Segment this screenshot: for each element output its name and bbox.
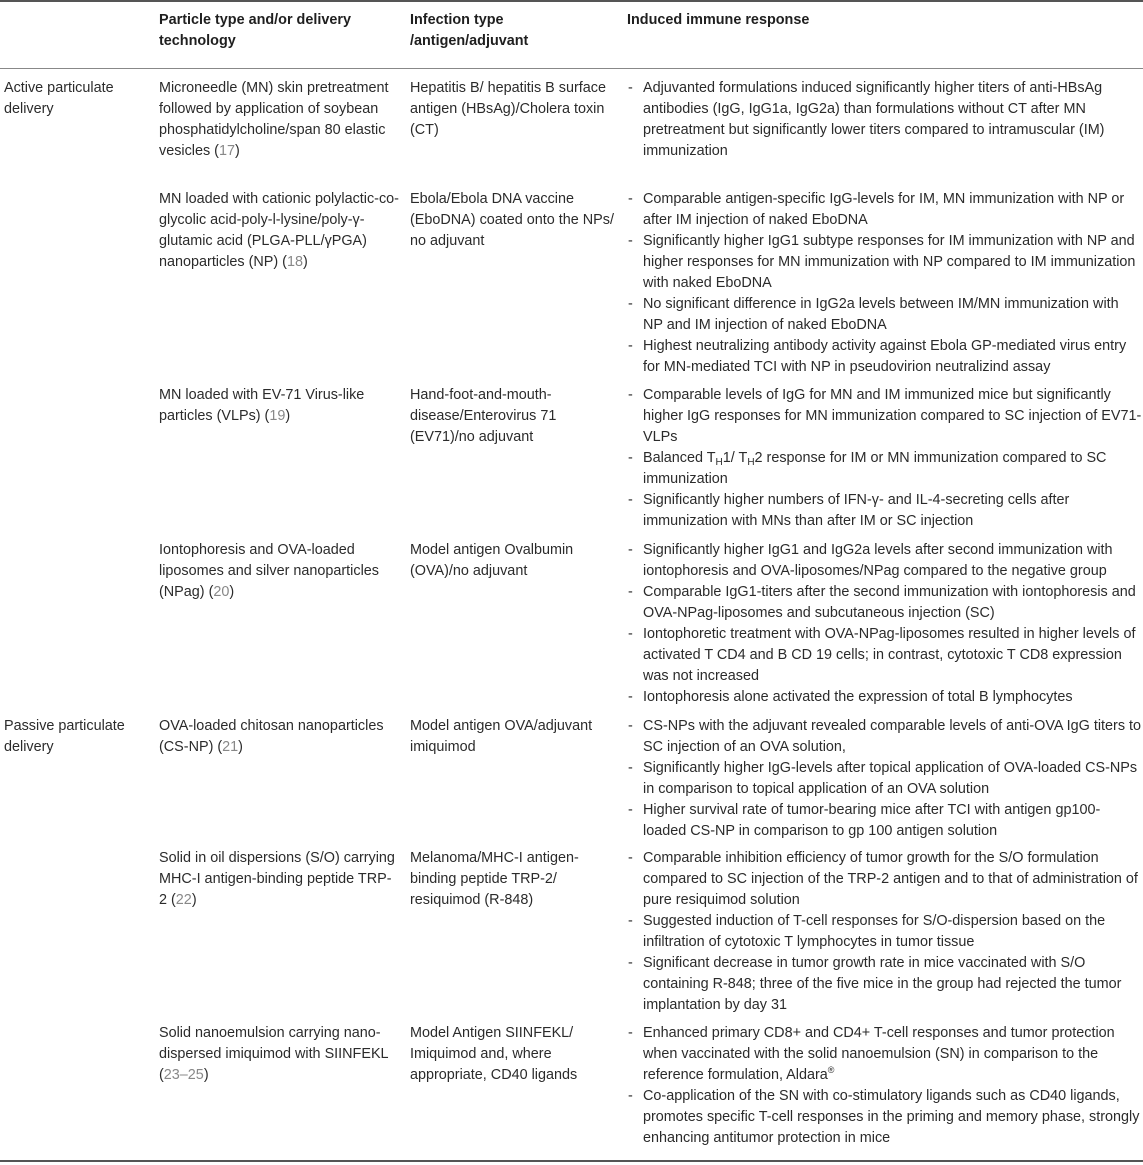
citation-link[interactable]: 23–25 — [163, 1067, 204, 1083]
table-top-rule — [0, 0, 1143, 2]
response-cell — [627, 540, 1142, 708]
particle-cell: Iontophoresis and OVA-loaded liposomes and silver nanoparticles (NPag) (20) — [159, 542, 379, 600]
infection-cell: Model Antigen SIINFEKL/ Imiquimod and, where appropriate, CD40 ligands — [410, 1025, 578, 1083]
response-cell — [627, 385, 1142, 532]
header-particle-type: Particle type and/or delivery technology — [159, 12, 351, 49]
header-rule — [0, 68, 1143, 69]
response-item: - Significantly higher numbers of IFN-γ- and IL-4-secreting cells after immunization with MNs than after IM or SC injection — [627, 490, 1142, 532]
infection-cell: Hepatitis B/ hepatitis B surface antigen (HBsAg)/Cholera toxin (CT) — [410, 80, 606, 138]
response-item-th-balance: - Balanced $T_H1/$ $T_H2$ response for IM or MN immunization compared to SC immunization — [627, 448, 1142, 490]
response-item: - Higher survival rate of tumor-bearing mice after TCI with antigen gp100-loaded CS-NP in comparison to gp 100 antigen solution — [627, 800, 1142, 842]
citation-link[interactable]: 18 — [286, 254, 303, 270]
citation-link[interactable]: 22 — [175, 892, 192, 908]
response-item: - Significant decrease in tumor growth rate in mice vaccinated with S/O containing R-848; three of the five mice in the group had rejected the tumor implantation by day 31 — [627, 953, 1142, 1016]
response-item: - Iontophoretic treatment with OVA-NPag-liposomes resulted in higher levels of activated T CD4 and B CD 19 cells; in contrast, cytotoxic T CD8 expression was not increased — [627, 624, 1142, 687]
header-infection-type: Infection type /antigen/adjuvant — [410, 12, 529, 49]
response-item: - Co-application of the SN with co-stimulatory ligands such as CD40 ligands, promotes specific T-cell responses in the priming and memory phase, strongly enhancing antitumor protection in mice — [627, 1086, 1142, 1149]
response-item: - Enhanced primary CD8+ and CD4+ T-cell responses and tumor protection when vaccinated with the solid nanoemulsion (SN) in comparison to the reference formulation, Aldara® — [627, 1023, 1142, 1086]
response-item: - Significantly higher IgG1 and IgG2a levels after second immunization with iontophoresis and OVA-liposomes/NPag compared to the negative group — [627, 540, 1142, 582]
particle-cell: MN loaded with EV-71 Virus-like particles (VLPs) (19) — [159, 387, 365, 424]
response-item: - Adjuvanted formulations induced significantly higher titers of anti-HBsAg antibodies (IgG, IgG1a, IgG2a) than formulations without CT after MN pretreatment but significantly lower titers compared to intramuscular (IM) immunization — [627, 78, 1142, 162]
citation-link[interactable]: 20 — [213, 584, 230, 600]
infection-cell: Hand-foot-and-mouth-disease/Enterovirus 71 (EV71)/no adjuvant — [410, 387, 557, 445]
response-cell — [627, 78, 1142, 162]
response-item: - Highest neutralizing antibody activity against Ebola GP-mediated virus entry for MN-mediated TCI with NP in pseudovirion neutralizind assay — [627, 336, 1142, 378]
citation-link[interactable]: 19 — [269, 408, 286, 424]
response-item: - Significantly higher IgG-levels after topical application of OVA-loaded CS-NPs in comparison to topical application of an OVA solution — [627, 758, 1142, 800]
particle-cell: Solid nanoemulsion carrying nano-dispersed imiquimod with SIINFEKL (23–25) — [159, 1025, 389, 1083]
particle-cell: OVA-loaded chitosan nanoparticles (CS-NP) (21) — [159, 718, 384, 755]
response-item: - Suggested induction of T-cell responses for S/O-dispersion based on the infiltration of cytotoxic T lymphocytes in tumor tissue — [627, 911, 1142, 953]
group-label-passive: Passive particulate delivery — [4, 718, 125, 755]
response-item: - Comparable levels of IgG for MN and IM immunized mice but significantly higher IgG responses for MN immunization compared to SC injection of EV71-VLPs — [627, 385, 1142, 448]
response-item: - CS-NPs with the adjuvant revealed comparable levels of anti-OVA IgG titers to SC injection of an OVA solution, — [627, 716, 1142, 758]
citation-link[interactable]: 17 — [218, 143, 235, 159]
particle-cell: MN loaded with cationic polylactic-co-glycolic acid-poly-l-lysine/poly-γ-glutamic acid (PLGA-PLL/γPGA) nanoparticles (NP) (18) — [159, 191, 399, 270]
response-item: - Comparable antigen-specific IgG-levels for IM, MN immunization with NP or after IM injection of naked EboDNA — [627, 189, 1142, 231]
particle-cell: Solid in oil dispersions (S/O) carrying MHC-I antigen-binding peptide TRP-2 (22) — [159, 850, 395, 908]
response-cell — [627, 189, 1142, 378]
infection-cell: Model antigen OVA/adjuvant imiquimod — [410, 718, 593, 755]
response-cell — [627, 848, 1142, 1016]
infection-cell: Melanoma/MHC-I antigen-binding peptide TRP-2/ resiquimod (R-848) — [410, 850, 579, 908]
particle-cell: Microneedle (MN) skin pretreatment followed by application of soybean phosphatidylcholine/span 80 elastic vesicles (17) — [159, 80, 389, 159]
response-item: - No significant difference in IgG2a levels between IM/MN immunization with NP and IM injection of naked EboDNA — [627, 294, 1142, 336]
group-label-active: Active particulate delivery — [4, 80, 114, 117]
response-item: - Iontophoresis alone activated the expression of total B lymphocytes — [627, 687, 1142, 708]
citation-link[interactable]: 21 — [222, 739, 239, 755]
header-immune-response: Induced immune response — [627, 12, 810, 28]
response-cell — [627, 716, 1142, 842]
registered-mark: ® — [827, 1065, 835, 1075]
response-item: - Comparable inhibition efficiency of tumor growth for the S/O formulation compared to SC injection of the TRP-2 antigen and to that of administration of pure resiquimod solution — [627, 848, 1142, 911]
infection-cell: Ebola/Ebola DNA vaccine (EboDNA) coated onto the NPs/ no adjuvant — [410, 191, 614, 249]
response-cell — [627, 1023, 1142, 1149]
response-item: - Significantly higher IgG1 subtype responses for IM immunization with NP and higher responses for MN immunization with NP compared to IM immunization with naked EboDNA — [627, 231, 1142, 294]
infection-cell: Model antigen Ovalbumin (OVA)/no adjuvant — [410, 542, 574, 579]
table-bottom-rule — [0, 1160, 1143, 1162]
response-item: - Comparable IgG1-titers after the second immunization with iontophoresis and OVA-NPag-liposomes and subcutaneous injection (SC) — [627, 582, 1142, 624]
